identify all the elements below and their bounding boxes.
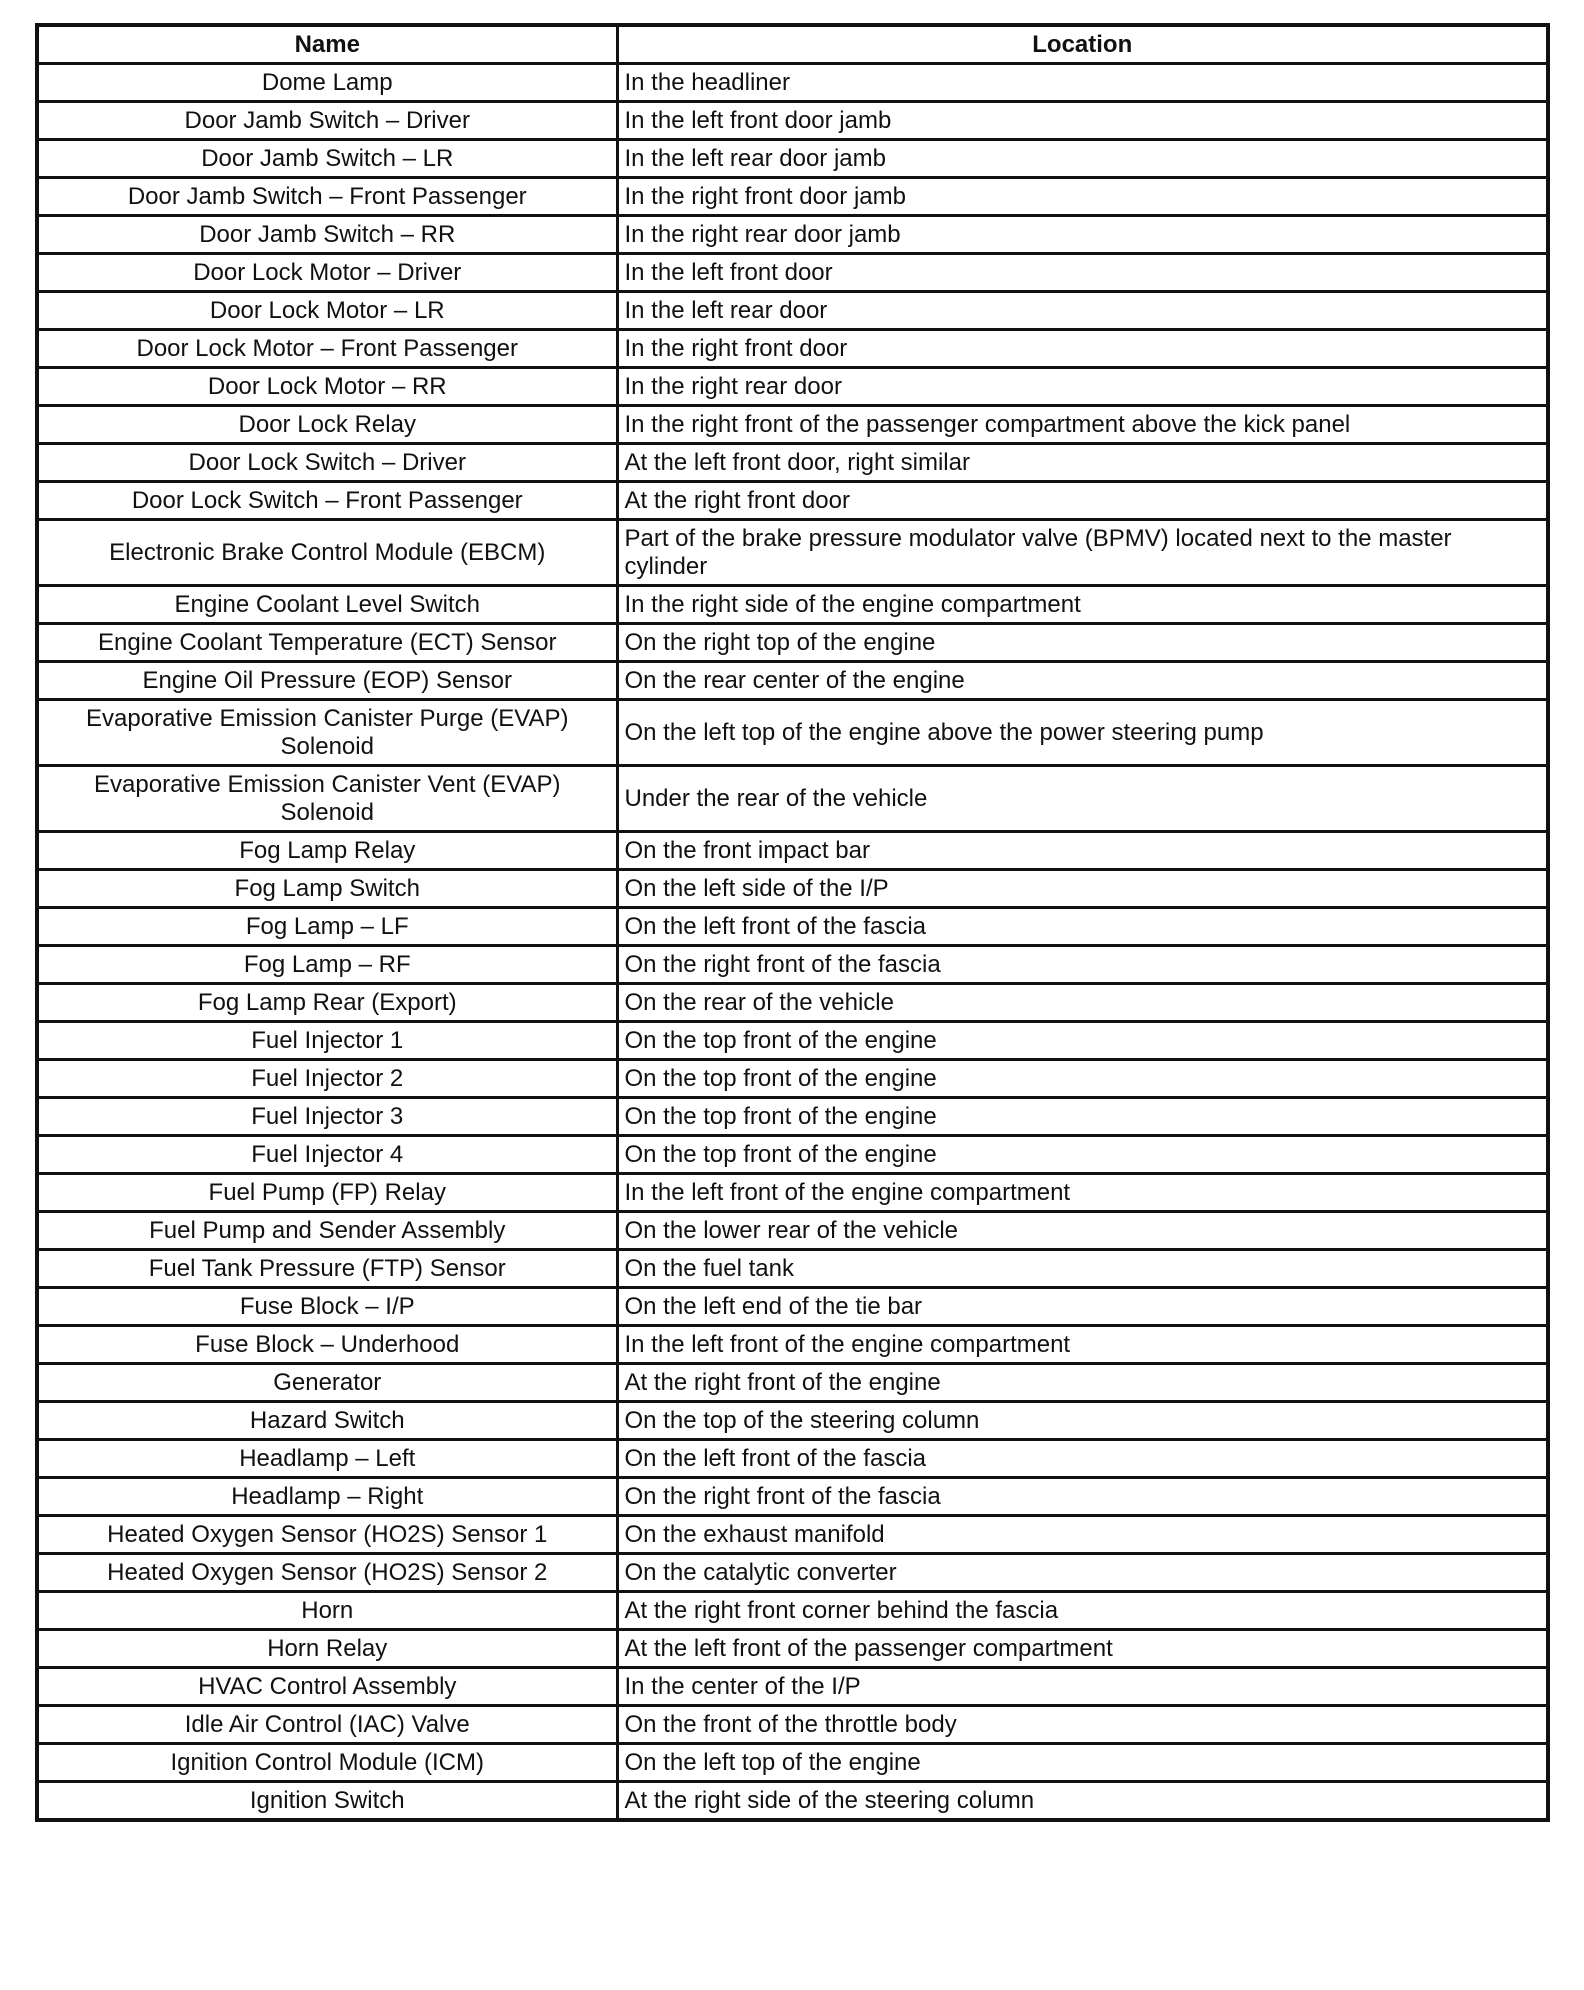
component-location-sheet — [35, 23, 1550, 1822]
component-location: In the right side of the engine compartment — [617, 586, 1548, 624]
table-row — [37, 330, 1548, 368]
component-name: Engine Coolant Level Switch — [37, 586, 617, 624]
component-location: On the top of the steering column — [617, 1402, 1548, 1440]
component-location: At the right front door — [617, 482, 1548, 520]
table-row — [37, 368, 1548, 406]
component-name: Fog Lamp Relay — [37, 832, 617, 870]
table-row — [37, 1250, 1548, 1288]
table-row — [37, 1174, 1548, 1212]
table-row — [37, 624, 1548, 662]
component-location: On the left top of the engine above the power steering pump — [617, 700, 1548, 766]
component-location: On the right front of the fascia — [617, 1478, 1548, 1516]
component-location: At the left front door, right similar — [617, 444, 1548, 482]
component-location: On the exhaust manifold — [617, 1516, 1548, 1554]
table-body — [37, 64, 1548, 1821]
component-name: Ignition Control Module (ICM) — [37, 1744, 617, 1782]
component-location: On the right front of the fascia — [617, 946, 1548, 984]
component-name: Electronic Brake Control Module (EBCM) — [37, 520, 617, 586]
component-name: Generator — [37, 1364, 617, 1402]
component-location: In the left front door jamb — [617, 102, 1548, 140]
table-row — [37, 178, 1548, 216]
table-row — [37, 1592, 1548, 1630]
table-row — [37, 1212, 1548, 1250]
component-location: In the right front door — [617, 330, 1548, 368]
table-row — [37, 908, 1548, 946]
table-row — [37, 700, 1548, 766]
component-name: Headlamp – Left — [37, 1440, 617, 1478]
component-name: Fuse Block – Underhood — [37, 1326, 617, 1364]
component-name: Fuel Tank Pressure (FTP) Sensor — [37, 1250, 617, 1288]
column-header-name: Name — [37, 25, 617, 64]
table-row — [37, 216, 1548, 254]
component-name: Engine Coolant Temperature (ECT) Sensor — [37, 624, 617, 662]
component-location: In the right rear door — [617, 368, 1548, 406]
table-row — [37, 1440, 1548, 1478]
table-row — [37, 1782, 1548, 1821]
component-name: Door Lock Motor – Driver — [37, 254, 617, 292]
component-name: Door Lock Motor – RR — [37, 368, 617, 406]
table-row — [37, 406, 1548, 444]
component-name: Door Jamb Switch – LR — [37, 140, 617, 178]
table-row — [37, 1022, 1548, 1060]
component-name: Door Jamb Switch – Driver — [37, 102, 617, 140]
component-location: In the left front of the engine compartment — [617, 1174, 1548, 1212]
table-header-row — [37, 25, 1548, 64]
component-name: Fog Lamp – RF — [37, 946, 617, 984]
component-name: Door Lock Switch – Front Passenger — [37, 482, 617, 520]
table-row — [37, 1364, 1548, 1402]
table-row — [37, 1516, 1548, 1554]
component-name: Fuel Pump and Sender Assembly — [37, 1212, 617, 1250]
table-row — [37, 520, 1548, 586]
component-name: Door Lock Motor – Front Passenger — [37, 330, 617, 368]
component-location: On the catalytic converter — [617, 1554, 1548, 1592]
table-row — [37, 946, 1548, 984]
table-row — [37, 1402, 1548, 1440]
component-name: Fuel Pump (FP) Relay — [37, 1174, 617, 1212]
table-row — [37, 140, 1548, 178]
component-location: In the headliner — [617, 64, 1548, 102]
table-row — [37, 1668, 1548, 1706]
component-name: Headlamp – Right — [37, 1478, 617, 1516]
component-location: On the lower rear of the vehicle — [617, 1212, 1548, 1250]
component-name: Heated Oxygen Sensor (HO2S) Sensor 1 — [37, 1516, 617, 1554]
component-name: Door Lock Motor – LR — [37, 292, 617, 330]
component-name: Dome Lamp — [37, 64, 617, 102]
table-row — [37, 1136, 1548, 1174]
table-row — [37, 984, 1548, 1022]
component-name: Ignition Switch — [37, 1782, 617, 1821]
component-name: Door Jamb Switch – Front Passenger — [37, 178, 617, 216]
table-row — [37, 1478, 1548, 1516]
component-location: At the right side of the steering column — [617, 1782, 1548, 1821]
component-name: Fog Lamp Switch — [37, 870, 617, 908]
component-name: Horn Relay — [37, 1630, 617, 1668]
component-location: In the left front door — [617, 254, 1548, 292]
component-name: Fuse Block – I/P — [37, 1288, 617, 1326]
component-name: Fog Lamp Rear (Export) — [37, 984, 617, 1022]
component-location-table — [35, 23, 1550, 1822]
table-row — [37, 1060, 1548, 1098]
table-row — [37, 1744, 1548, 1782]
table-row — [37, 292, 1548, 330]
component-location: On the front impact bar — [617, 832, 1548, 870]
component-location: On the left front of the fascia — [617, 1440, 1548, 1478]
table-row — [37, 766, 1548, 832]
component-name: Door Lock Switch – Driver — [37, 444, 617, 482]
table-row — [37, 832, 1548, 870]
component-name: Fuel Injector 4 — [37, 1136, 617, 1174]
component-location: On the fuel tank — [617, 1250, 1548, 1288]
component-location: On the left top of the engine — [617, 1744, 1548, 1782]
component-location: At the right front of the engine — [617, 1364, 1548, 1402]
component-location: On the rear of the vehicle — [617, 984, 1548, 1022]
component-name: Door Jamb Switch – RR — [37, 216, 617, 254]
component-name: Fuel Injector 1 — [37, 1022, 617, 1060]
component-location: In the right front of the passenger compartment above the kick panel — [617, 406, 1548, 444]
component-name: Door Lock Relay — [37, 406, 617, 444]
table-row — [37, 662, 1548, 700]
component-name: Evaporative Emission Canister Vent (EVAP) Solenoid — [37, 766, 617, 832]
component-location: On the top front of the engine — [617, 1060, 1548, 1098]
component-location: On the front of the throttle body — [617, 1706, 1548, 1744]
table-row — [37, 1554, 1548, 1592]
component-location: On the right top of the engine — [617, 624, 1548, 662]
table-row — [37, 1326, 1548, 1364]
table-row — [37, 102, 1548, 140]
component-name: Evaporative Emission Canister Purge (EVAP) Solenoid — [37, 700, 617, 766]
component-name: Heated Oxygen Sensor (HO2S) Sensor 2 — [37, 1554, 617, 1592]
component-location: In the center of the I/P — [617, 1668, 1548, 1706]
column-header-location: Location — [617, 25, 1548, 64]
table-row — [37, 1630, 1548, 1668]
component-location: In the left rear door — [617, 292, 1548, 330]
component-location: On the top front of the engine — [617, 1022, 1548, 1060]
component-name: Engine Oil Pressure (EOP) Sensor — [37, 662, 617, 700]
component-location: In the right rear door jamb — [617, 216, 1548, 254]
component-location: Under the rear of the vehicle — [617, 766, 1548, 832]
component-location: At the left front of the passenger compartment — [617, 1630, 1548, 1668]
table-row — [37, 1706, 1548, 1744]
component-location: On the top front of the engine — [617, 1098, 1548, 1136]
table-row — [37, 64, 1548, 102]
table-row — [37, 1098, 1548, 1136]
component-name: Fuel Injector 3 — [37, 1098, 617, 1136]
table-row — [37, 444, 1548, 482]
component-location: On the rear center of the engine — [617, 662, 1548, 700]
table-row — [37, 870, 1548, 908]
component-location: On the left side of the I/P — [617, 870, 1548, 908]
component-location: At the right front corner behind the fascia — [617, 1592, 1548, 1630]
component-name: Fog Lamp – LF — [37, 908, 617, 946]
table-row — [37, 254, 1548, 292]
component-location: On the left front of the fascia — [617, 908, 1548, 946]
component-location: In the left rear door jamb — [617, 140, 1548, 178]
table-row — [37, 586, 1548, 624]
component-name: Horn — [37, 1592, 617, 1630]
component-name: Fuel Injector 2 — [37, 1060, 617, 1098]
component-name: Idle Air Control (IAC) Valve — [37, 1706, 617, 1744]
table-row — [37, 482, 1548, 520]
component-location: In the left front of the engine compartment — [617, 1326, 1548, 1364]
component-location: On the left end of the tie bar — [617, 1288, 1548, 1326]
table-row — [37, 1288, 1548, 1326]
component-name: HVAC Control Assembly — [37, 1668, 617, 1706]
component-location: Part of the brake pressure modulator valve (BPMV) located next to the master cylinder — [617, 520, 1548, 586]
component-location: On the top front of the engine — [617, 1136, 1548, 1174]
component-name: Hazard Switch — [37, 1402, 617, 1440]
component-location: In the right front door jamb — [617, 178, 1548, 216]
